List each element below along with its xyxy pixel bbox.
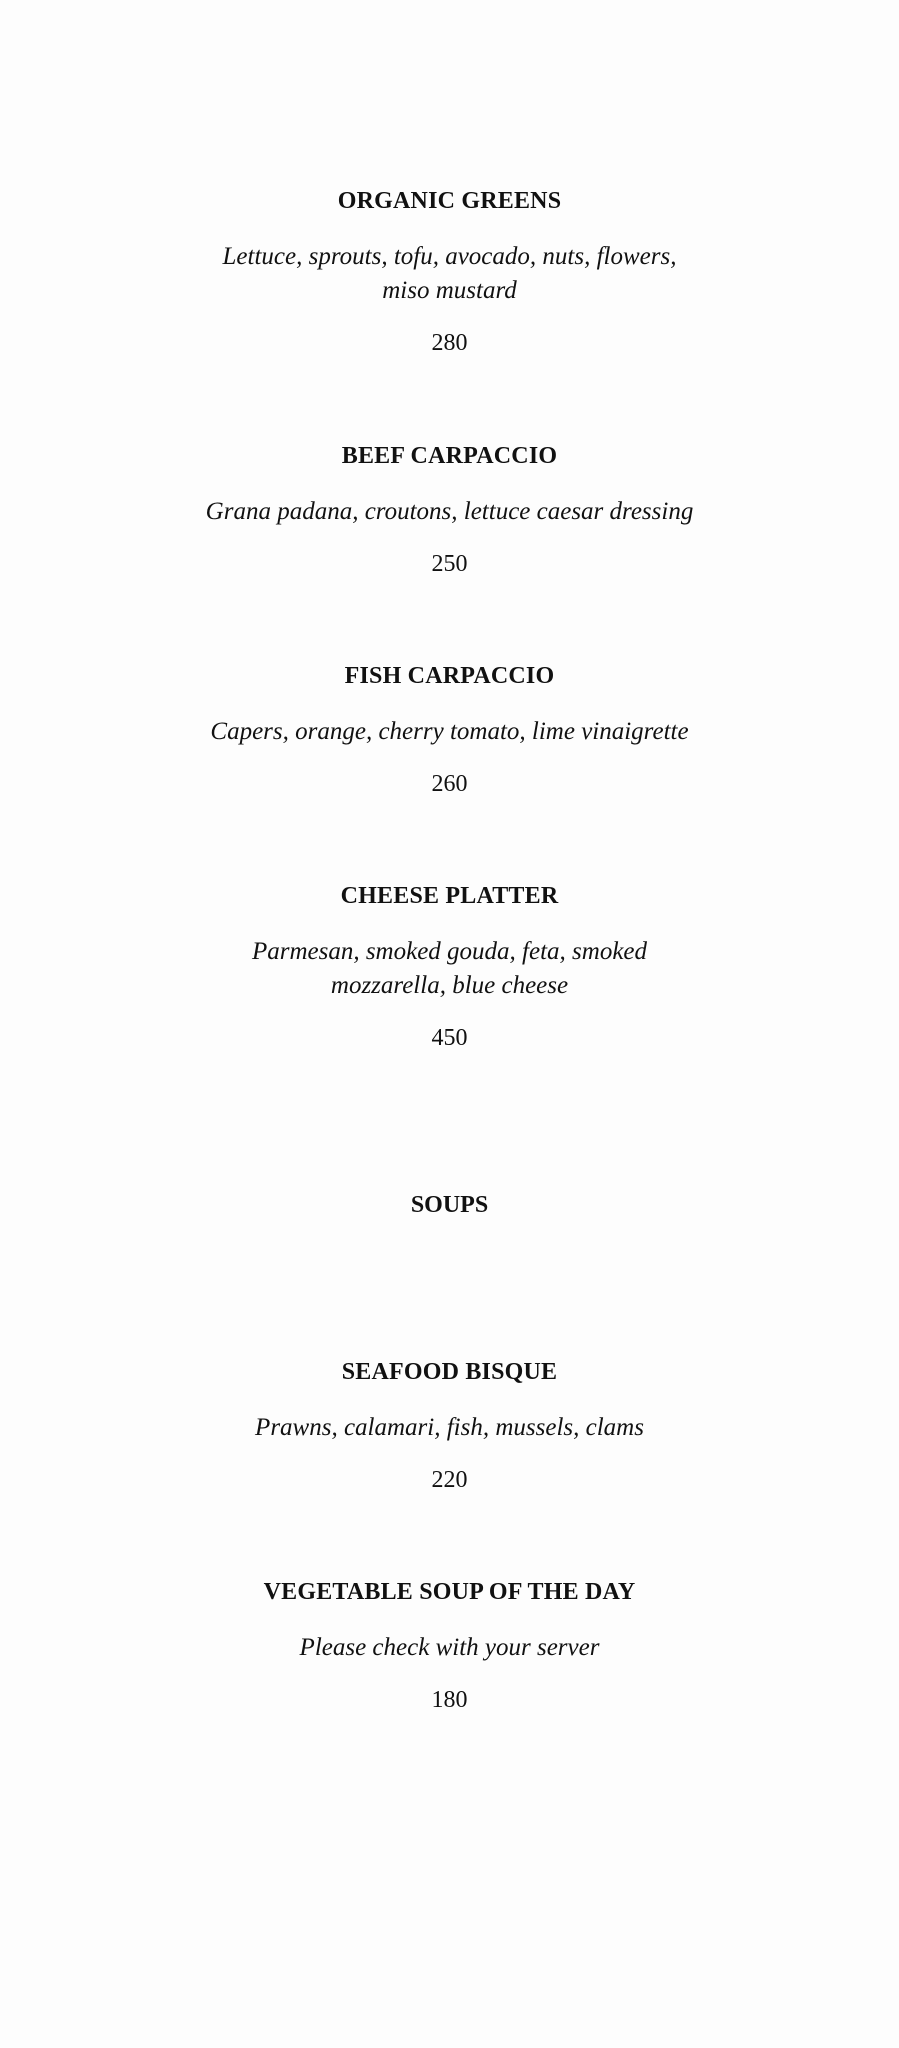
item-price: 220 <box>431 1467 468 1493</box>
item-name: BEEF CARPACCIO <box>341 443 558 469</box>
item-description: Grana padana, croutons, lettuce caesar dressing <box>205 498 694 525</box>
item-name: SEAFOOD BISQUE <box>341 1359 558 1385</box>
item-description: Please check with your server <box>299 1634 600 1661</box>
menu-item <box>0 661 899 799</box>
item-price: 280 <box>431 330 468 356</box>
item-price: 180 <box>431 1687 468 1713</box>
menu-item <box>0 1577 899 1715</box>
menu-item <box>0 186 899 358</box>
item-description: Prawns, calamari, fish, mussels, clams <box>255 1414 644 1441</box>
section-heading-block <box>0 1190 899 1220</box>
item-description: Lettuce, sprouts, tofu, avocado, nuts, flowers, miso mustard <box>222 243 677 304</box>
item-description: Parmesan, smoked gouda, feta, smoked mozzarella, blue cheese <box>251 938 648 999</box>
menu-item <box>0 881 899 1053</box>
item-price: 260 <box>431 771 468 797</box>
item-name: CHEESE PLATTER <box>340 883 559 909</box>
item-name: FISH CARPACCIO <box>344 663 555 689</box>
item-name: VEGETABLE SOUP OF THE DAY <box>263 1579 636 1605</box>
item-price: 250 <box>431 551 468 577</box>
menu-item <box>0 441 899 579</box>
item-description: Capers, orange, cherry tomato, lime vinaigrette <box>210 718 689 745</box>
item-price: 450 <box>431 1025 468 1051</box>
menu-item <box>0 1357 899 1495</box>
item-name: ORGANIC GREENS <box>337 188 562 214</box>
section-heading-soups: SOUPS <box>410 1192 489 1218</box>
